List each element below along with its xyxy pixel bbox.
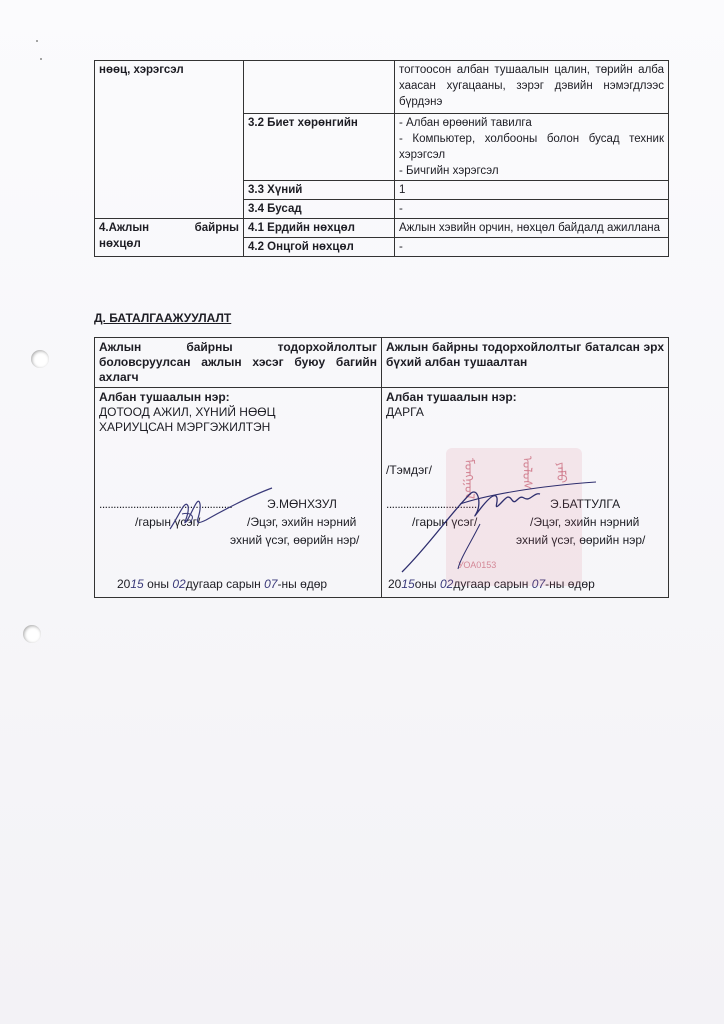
list-item: - Бичгийн хэрэгсэл xyxy=(399,165,499,177)
signer-name: Э.МӨНХЗУЛ xyxy=(267,497,337,511)
table-cell xyxy=(395,181,669,200)
position-label: Албан тушаалын нэр: xyxy=(386,390,517,404)
cell-label: 4.1 Ердийн нөхцөл xyxy=(248,222,355,234)
signature-caption: /гарын үсэг/ xyxy=(412,515,478,529)
table-cell xyxy=(95,61,244,219)
table-cell xyxy=(244,181,395,200)
stamp-code: УОА0153 xyxy=(458,560,497,570)
table-cell xyxy=(395,61,669,114)
stamp-script: ᠤᠯᠤᠰ xyxy=(520,456,535,490)
table-row xyxy=(95,61,669,114)
table-cell xyxy=(244,200,395,219)
position-label: Албан тушаалын нэр: xyxy=(99,390,230,404)
name-caption: /Эцэг, эхийн нэрний xyxy=(530,515,640,529)
cell-label: 3.3 Хүний xyxy=(248,184,303,196)
cell-text: 1 xyxy=(399,184,406,196)
date-month: 02 xyxy=(440,577,454,591)
table-row xyxy=(95,388,669,598)
date-year: 15 xyxy=(401,577,415,591)
date-text: -ны өдөр xyxy=(545,577,595,591)
cell-text: нөөц, хэрэгсэл xyxy=(99,64,184,76)
section-title: Д. БАТАЛГААЖУУЛАЛТ xyxy=(94,311,232,325)
punch-hole-bottom xyxy=(23,625,41,643)
signature-dots: ................................ xyxy=(386,497,477,511)
punch-hole-top xyxy=(31,350,49,368)
table-cell xyxy=(395,219,669,238)
table-cell xyxy=(95,219,244,257)
table-cell xyxy=(244,61,395,114)
date-text: оны xyxy=(147,577,169,591)
scan-speck xyxy=(40,58,42,60)
date-year: 15 xyxy=(130,577,144,591)
date-day: 07 xyxy=(264,577,278,591)
approval-left-header: Ажлын байрны тодорхойлолтыг боловсруулсан ажлын хэсэг буюу багийн ахлагч xyxy=(95,338,382,388)
preparer-cell xyxy=(95,388,382,598)
date-line xyxy=(117,577,327,592)
cell-text: 4.Ажлын байрны нөхцөл xyxy=(99,222,239,250)
stamp-label: /Тэмдэг/ xyxy=(386,463,433,477)
cell-text: - xyxy=(399,203,403,215)
table-cell xyxy=(395,238,669,257)
stamp-script: ᠶᠠᠮᠤ xyxy=(554,462,569,484)
table-cell xyxy=(244,219,395,238)
name-caption: эхний үсэг, өөрийн нэр/ xyxy=(516,533,646,547)
list-item: - Компьютер, холбооны болон бусад техник хэрэгсэл xyxy=(399,133,664,161)
table-row xyxy=(95,219,669,238)
cell-label: 4.2 Онцгой нөхцөл xyxy=(248,241,354,253)
date-text: -ны өдөр xyxy=(277,577,328,591)
table-row xyxy=(95,338,669,388)
table-cell xyxy=(244,114,395,181)
cell-text: - xyxy=(399,241,403,253)
cell-label: 3.4 Бусад xyxy=(248,203,302,215)
approval-right-header: Ажлын байрны тодорхойлолтыг баталсан эрх бүхий албан тушаалтан xyxy=(382,338,669,388)
signature-caption: /гарын үсэг/ xyxy=(135,515,201,529)
table-cell xyxy=(395,200,669,219)
date-text: дугаар сарын xyxy=(453,577,529,591)
position-value: ХАРИУЦСАН МЭРГЭЖИЛТЭН xyxy=(99,420,271,434)
list-item: - Албан өрөөний тавилга xyxy=(399,117,532,129)
official-stamp xyxy=(446,448,582,586)
date-month: 02 xyxy=(172,577,186,591)
stamp-script: ᠮᠣᠩᠭᠣᠯ xyxy=(462,458,477,500)
approval-table xyxy=(94,337,669,598)
position-value: ДОТООД АЖИЛ, ХҮНИЙ НӨӨЦ xyxy=(99,405,276,419)
table-cell xyxy=(395,114,669,181)
position-value: ДАРГА xyxy=(386,405,424,419)
name-caption: эхний үсэг, өөрийн нэр/ xyxy=(230,533,360,547)
name-caption: /Эцэг, эхийн нэрний xyxy=(247,515,357,529)
signature-dots: ............................................... xyxy=(99,497,233,511)
date-day: 07 xyxy=(531,577,546,591)
scan-speck xyxy=(36,40,38,42)
table-cell xyxy=(244,238,395,257)
date-text: оны xyxy=(414,577,437,591)
cell-label: 3.2 Биет хөрөнгийн xyxy=(248,117,358,129)
date-prefix: 20 xyxy=(388,577,402,591)
date-text: дугаар сарын xyxy=(185,577,261,591)
cell-text: Ажлын хэвийн орчин, нөхцөл байдалд ажиллана xyxy=(399,222,661,234)
signer-name: Э.БАТТУЛГА xyxy=(550,497,621,511)
requirements-table xyxy=(94,60,669,257)
cell-text: тогтоосон албан тушаалын цалин, төрийн алба хаасан хугацааны, зэрэг дэвийн нэмэгдлээс бүрдэнэ xyxy=(399,64,664,108)
date-prefix: 20 xyxy=(117,577,131,591)
